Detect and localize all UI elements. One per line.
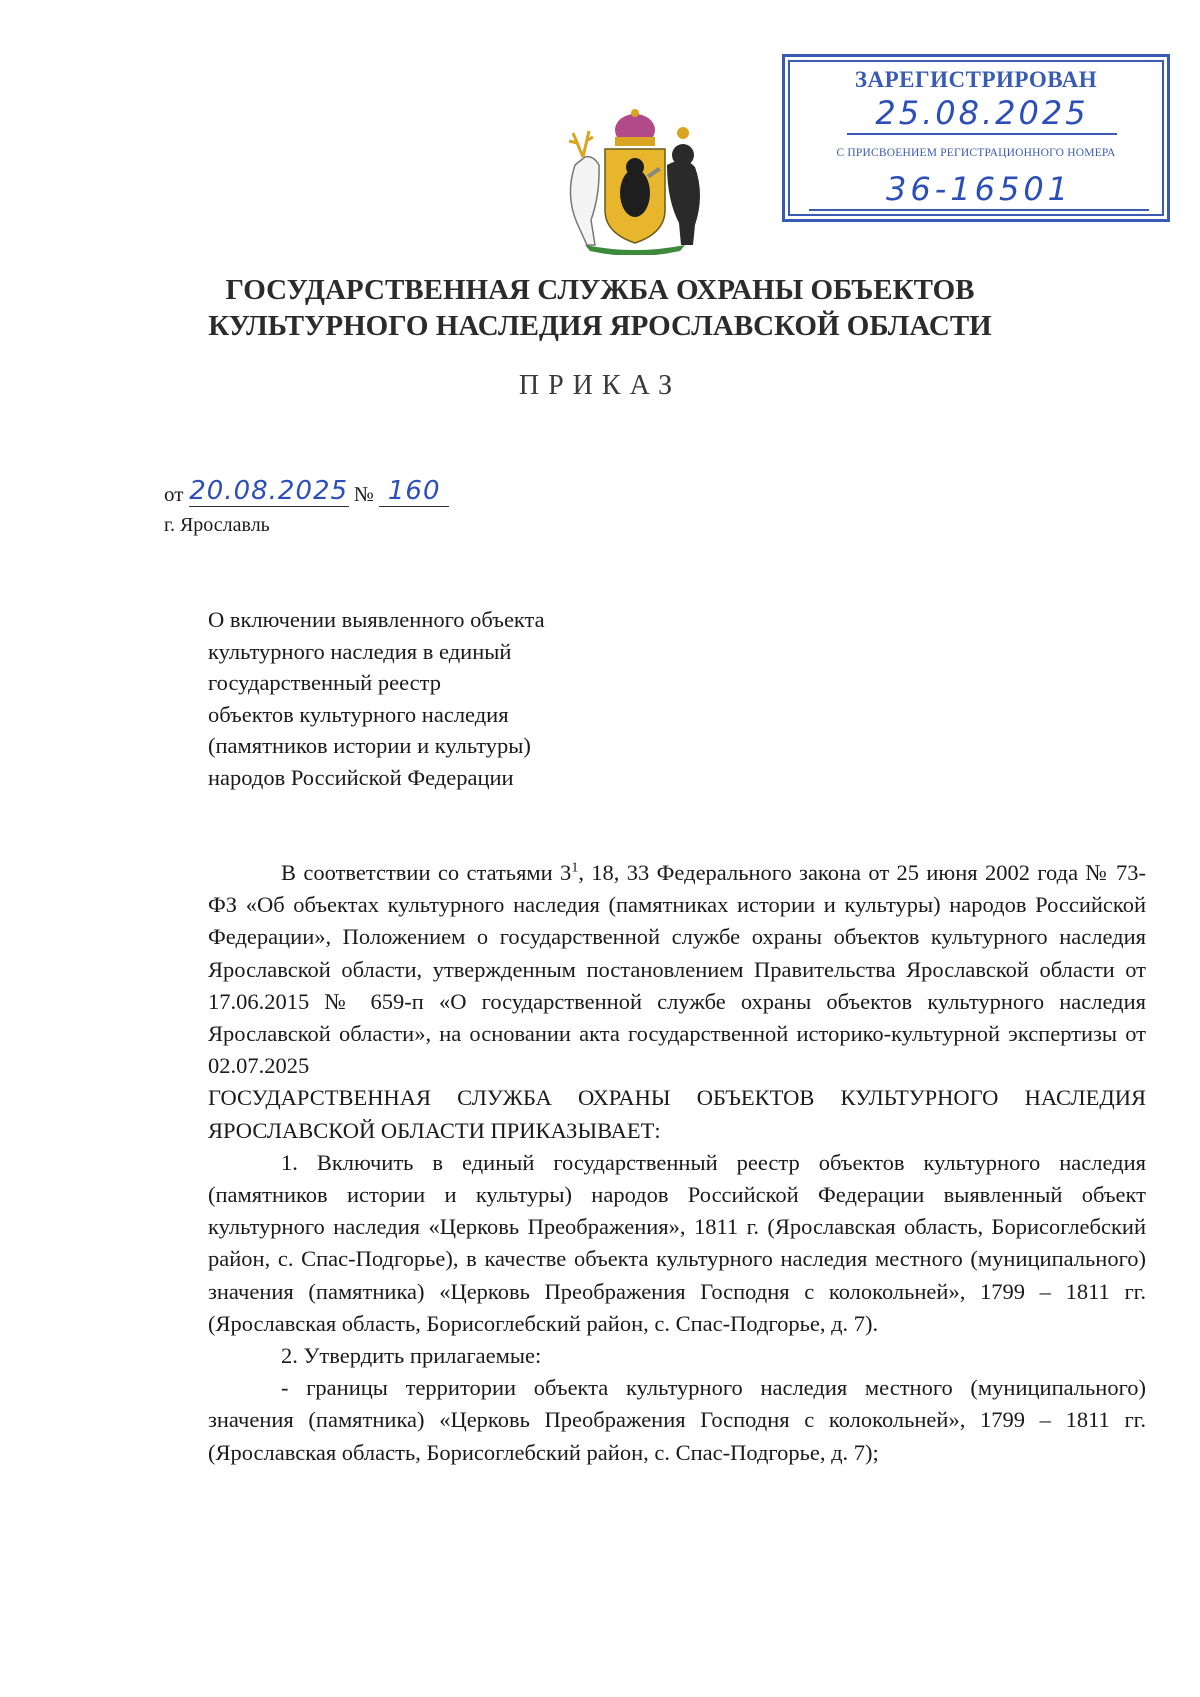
order-item-2-bullet: - границы территории объекта культурного наследия местного (муниципального) значения (памятника) «Церковь Преображения Господня с колокольней», 1799 – 1811 гг. (Ярославская область, Борисоглебский район, с. Спас-Подгорье, д. 7);	[208, 1375, 1146, 1465]
coat-of-arms-icon	[555, 105, 715, 255]
orders-heading: ГОСУДАРСТВЕННАЯ СЛУЖБА ОХРАНЫ ОБЪЕКТОВ КУЛЬТУРНОГО НАСЛЕДИЯ ЯРОСЛАВСКОЙ ОБЛАСТИ ПРИКАЗЫВАЕТ:	[208, 1085, 1146, 1143]
preamble-text-end: , 18, 33 Федерального закона от 25 июня 2002 года № 73-ФЗ «Об объектах культурного наследия (памятниках истории и культуры) народов Российской Федерации», Положением о государственной службе охраны объектов культурного наследия Ярославской области, утвержденным постановлением Правительства Ярославской области от 17.06.2015 № 659-п «О государственной службе охраны объектов культурного наследия Ярославской области», на основании акта государственной историко-культурной экспертизы от 02.07.2025	[208, 860, 1146, 1079]
order-item-2: 2. Утвердить прилагаемые:	[281, 1343, 542, 1369]
registration-stamp	[782, 54, 1170, 222]
number-prefix: №	[353, 482, 374, 506]
subject-line: народов Российской Федерации	[208, 764, 514, 790]
subject-line: объектов культурного наследия	[208, 701, 509, 727]
city: г. Ярославль	[164, 514, 270, 536]
organization-title	[100, 272, 1100, 344]
article-superscript: 1	[571, 860, 579, 876]
subject-line: О включении выявленного объекта	[208, 607, 545, 632]
organization-title-line2: КУЛЬТУРНОГО НАСЛЕДИЯ ЯРОСЛАВСКОЙ ОБЛАСТИ	[208, 310, 992, 342]
stamp-subtitle: С ПРИСВОЕНИЕМ РЕГИСТРАЦИОННОГО НОМЕРА	[836, 147, 1116, 159]
subject-line: культурного наследия в единый	[208, 638, 512, 664]
order-subject	[208, 604, 688, 793]
stamp-registration-number: 36-16501	[809, 169, 1149, 211]
order-body	[208, 857, 1146, 1469]
order-date-line	[164, 476, 449, 510]
order-date: 20.08.2025	[189, 476, 349, 506]
organization-title-line1: ГОСУДАРСТВЕННАЯ СЛУЖБА ОХРАНЫ ОБЪЕКТОВ	[225, 274, 975, 306]
preamble-text-start: В соответствии со статьями 3	[281, 860, 572, 885]
order-number: 160	[379, 476, 449, 507]
preamble-paragraph	[208, 857, 1146, 1082]
order-item-1: 1. Включить в единый государственный реестр объектов культурного наследия (памятников истории и культуры) народов Российской Федерации выявленный объект культурного наследия «Церковь Преображения», 1811 г. (Ярославская область, Борисоглебский район, с. Спас-Подгорье), в качестве объекта культурного наследия местного (муниципального) значения (памятника) «Церковь Преображения Господня с колокольней», 1799 – 1811 гг. (Ярославская область, Борисоглебский район, с. Спас-Подгорье, д. 7).	[208, 1149, 1146, 1336]
subject-line: государственный реестр	[208, 670, 441, 695]
stamp-date: 25.08.2025	[847, 93, 1117, 135]
stamp-title: ЗАРЕГИСТРИРОВАН	[854, 67, 1098, 92]
date-prefix: от	[164, 482, 184, 506]
subject-line: (памятников истории и культуры)	[208, 733, 531, 758]
document-type: ПРИКАЗ	[518, 370, 682, 401]
